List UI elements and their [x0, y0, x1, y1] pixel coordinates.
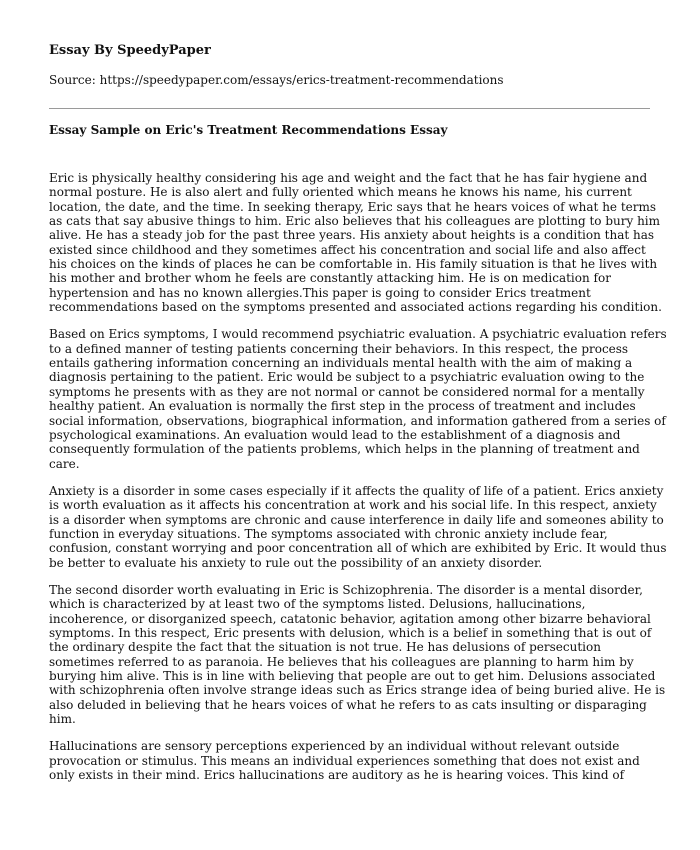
paragraph-line: be better to evaluate his anxiety to rule out the possibility of an anxiety disorder.	[49, 555, 543, 570]
paragraph-line: consequently formulation of the patients problems, which helps in the planning of treatment and	[49, 442, 640, 457]
source-line	[49, 72, 504, 88]
paragraph-line: care.	[49, 456, 80, 471]
paragraph-line: his choices on the kinds of places he can be comfortable in. His family situation is that he lives with	[49, 257, 658, 272]
paragraph-3	[49, 484, 669, 570]
paragraph-line: existed since childhood and they sometimes affect his concentration and social life and also affect	[49, 242, 646, 257]
paragraph-line: function in everyday situations. The symptoms associated with chronic anxiety include fear,	[49, 526, 608, 541]
paragraph-line: entails gathering information concerning an individuals mental health with the aim of making a	[49, 356, 633, 371]
paragraph-line: Based on Erics symptoms, I would recommend psychiatric evaluation. A psychiatric evaluation refers	[49, 327, 667, 342]
paragraph-line: recommendations based on the symptoms presented and associated actions regarding his condition.	[49, 300, 662, 315]
paragraph-line: only exists in their mind. Erics hallucinations are auditory as he is hearing voices. This kind of	[49, 768, 625, 783]
paragraph-line: confusion, constant worrying and poor concentration all of which are exhibited by Eric. It would thus	[49, 541, 667, 556]
paragraph-line: symptoms. In this respect, Eric presents with delusion, which is a belief in something that is out of	[49, 625, 652, 640]
paragraph-line: sometimes referred to as paranoia. He believes that his colleagues are planning to harm him by	[49, 654, 634, 669]
paragraph-line: hypertension and has no known allergies.This paper is going to consider Erics treatment	[49, 285, 591, 300]
paragraph-line: incoherence, or disorganized speech, catatonic behavior, agitation among other bizarre behavioral	[49, 611, 651, 626]
paragraph-line: burying him alive. This is in line with believing that people are out to get him. Delusions associated	[49, 669, 656, 683]
paragraph-2	[49, 327, 669, 470]
paragraph-line: The second disorder worth evaluating in Eric is Schizophrenia. The disorder is a mental disorder,	[49, 582, 643, 597]
essay-body	[49, 171, 669, 795]
source-label: Source:	[49, 73, 96, 87]
paragraph-4	[49, 583, 669, 726]
paragraph-line: alive. He has a steady job for the past three years. His anxiety about heights is a condition that has	[49, 228, 655, 243]
paragraph-1	[49, 171, 669, 314]
document-header-title: Essay By SpeedyPaper	[49, 43, 211, 58]
paragraph-5	[49, 739, 669, 782]
paragraph-line: which is characterized by at least two of the symptoms listed. Delusions, hallucinations,	[49, 597, 586, 612]
paragraph-line: healthy patient. An evaluation is normally the first step in the process of treatment and includes	[49, 399, 636, 414]
paragraph-line: symptoms he presents with as they are not normal or cannot be considered normal for a mentally	[49, 384, 645, 399]
paragraph-line: his mother and brother whom he feels are constantly attacking him. He is on medication for	[49, 271, 611, 286]
paragraph-line: social information, observations, biographical information, and information gathered from a series of	[49, 413, 666, 428]
paragraph-line: normal posture. He is also alert and fully oriented which means he knows his name, his current	[49, 185, 632, 200]
paragraph-line: location, the date, and the time. In seeking therapy, Eric says that he hears voices of what he terms	[49, 199, 657, 214]
paragraph-line: provocation or stimulus. This means an individual experiences something that does not exist and	[49, 753, 640, 768]
paragraph-line: also deluded in believing that he hears voices of what he refers to as cats insulting or disparaging	[49, 697, 647, 712]
paragraph-line: him.	[49, 712, 76, 727]
paragraph-line: as cats that say abusive things to him. Eric also believes that his colleagues are plotting to bury him	[49, 214, 661, 229]
paragraph-line: to a defined manner of testing patients concerning their behaviors. In this respect, the process	[49, 341, 629, 356]
paragraph-line: the ordinary despite the fact that the situation is not true. He has delusions of persecution	[49, 640, 601, 655]
source-url: https://speedypaper.com/essays/erics-treatment-recommendations	[99, 73, 504, 87]
paragraph-line: Anxiety is a disorder in some cases especially if it affects the quality of life of a patient. Erics anxiety	[49, 483, 664, 498]
paragraph-line: Eric is physically healthy considering his age and weight and the fact that he has fair hygiene and	[49, 171, 648, 185]
paragraph-line: is a disorder when symptoms are chronic and cause interference in daily life and someones ability to	[49, 512, 664, 527]
paragraph-line: with schizophrenia often involve strange ideas such as Erics strange idea of being buried alive. He is	[49, 683, 666, 698]
paragraph-line: diagnosis pertaining to the patient. Eric would be subject to a psychiatric evaluation owing to the	[49, 370, 645, 385]
header-divider	[49, 108, 650, 109]
paragraph-line: psychological examinations. An evaluation would lead to the establishment of a diagnosis and	[49, 427, 621, 442]
essay-title: Essay Sample on Eric's Treatment Recommendations Essay	[49, 123, 448, 137]
paragraph-line: is worth evaluation as it affects his concentration at work and his social life. In this respect, anxiety	[49, 498, 657, 513]
paragraph-line: Hallucinations are sensory perceptions experienced by an individual without relevant outside	[49, 739, 620, 754]
